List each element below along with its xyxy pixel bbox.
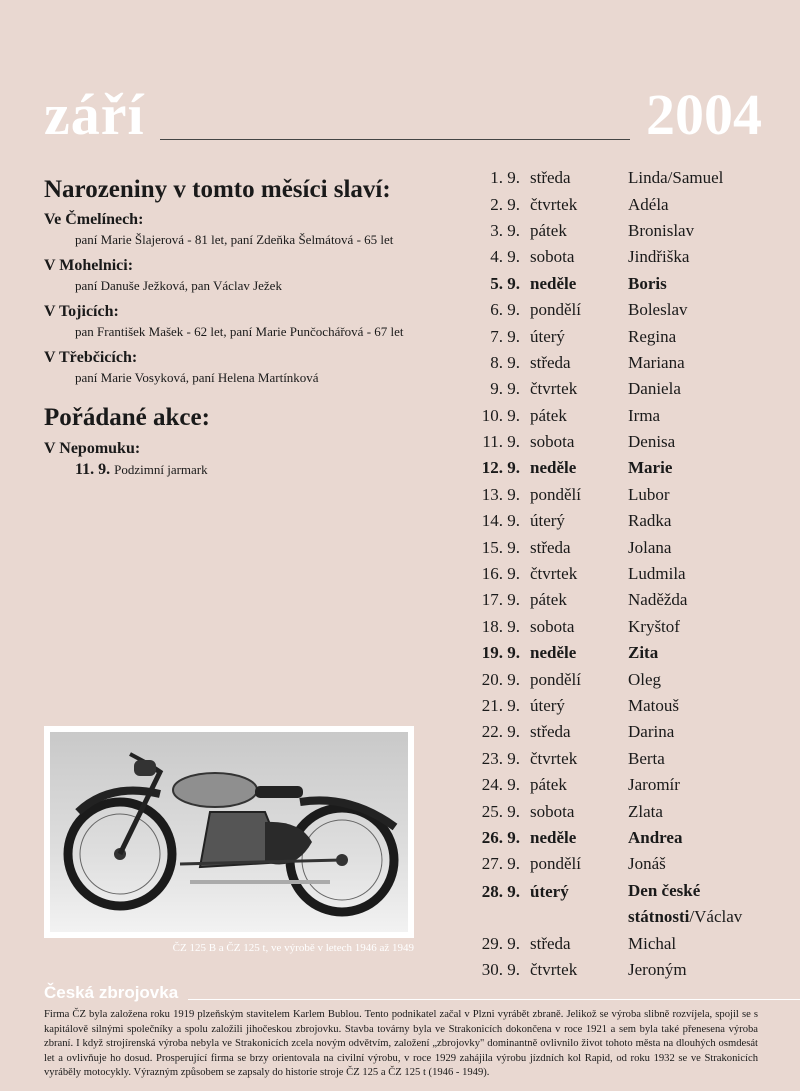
calendar-weekday: středa bbox=[530, 168, 571, 188]
calendar-row bbox=[468, 957, 798, 983]
calendar-row bbox=[468, 825, 798, 851]
calendar-row bbox=[468, 772, 798, 798]
calendar-weekday: úterý bbox=[530, 696, 565, 715]
calendar-name: Bronislav bbox=[628, 220, 695, 240]
calendar-name: Radka bbox=[628, 511, 672, 531]
calendar-date: 5. 9. bbox=[490, 273, 520, 293]
calendar-name bbox=[628, 878, 788, 930]
calendar-weekday: pátek bbox=[530, 775, 567, 795]
calendar-name: Darina bbox=[628, 722, 675, 742]
calendar-weekday: středa bbox=[530, 933, 571, 953]
calendar-row bbox=[468, 403, 798, 429]
calendar-date: 9. 9. bbox=[490, 379, 520, 399]
motorcycle-photo bbox=[44, 726, 414, 938]
calendar-date: 22. 9. bbox=[481, 722, 520, 742]
birthday-people: paní Marie Šlajerová - 81 let, paní Zdeňka Šelmátová - 65 let bbox=[75, 231, 394, 247]
calendar-date: 23. 9. bbox=[481, 748, 520, 768]
calendar-row bbox=[468, 930, 798, 956]
calendar-row bbox=[468, 534, 798, 560]
calendar-name: Jindřiška bbox=[628, 247, 690, 267]
calendar-name: Kryštof bbox=[628, 616, 680, 636]
calendar-name: Matouš bbox=[628, 696, 679, 715]
calendar-name: Zita bbox=[628, 643, 659, 663]
calendar-date: 3. 9. bbox=[490, 220, 520, 240]
calendar-row bbox=[468, 297, 798, 323]
event-item bbox=[75, 459, 454, 481]
calendar-weekday: středa bbox=[530, 537, 571, 557]
calendar-weekday: sobota bbox=[530, 432, 575, 452]
article-rule bbox=[188, 999, 800, 1000]
calendar-date: 6. 9. bbox=[490, 300, 520, 320]
calendar-row bbox=[468, 666, 798, 692]
event-place: V Nepomuku: bbox=[44, 440, 141, 457]
calendar-weekday: středa bbox=[530, 352, 571, 372]
calendar-name: Irma bbox=[628, 405, 661, 425]
calendar-row bbox=[468, 165, 798, 191]
calendar-name: Regina bbox=[628, 326, 677, 346]
calendar-name: Zlata bbox=[628, 801, 663, 821]
event-date: 11. 9. bbox=[75, 461, 111, 478]
calendar-row bbox=[468, 587, 798, 613]
calendar-name: Linda/Samuel bbox=[628, 168, 724, 188]
calendar-weekday: úterý bbox=[530, 326, 565, 346]
calendar-date: 2. 9. bbox=[490, 194, 520, 214]
calendar-name: Jaromír bbox=[628, 775, 680, 795]
calendar-date: 17. 9. bbox=[481, 590, 520, 610]
holiday-name-line1: Den české bbox=[628, 880, 701, 900]
month-title: září bbox=[44, 82, 145, 147]
calendar-row bbox=[468, 482, 798, 508]
calendar-date: 28. 9. bbox=[481, 881, 520, 901]
event-text: Podzimní jarmark bbox=[114, 462, 208, 477]
calendar-weekday: pátek bbox=[530, 405, 567, 425]
calendar-date: 20. 9. bbox=[481, 669, 520, 689]
calendar-weekday: sobota bbox=[530, 616, 575, 636]
calendar-row bbox=[468, 508, 798, 534]
calendar-weekday: sobota bbox=[530, 801, 575, 821]
calendar-name: Denisa bbox=[628, 432, 676, 452]
calendar-row bbox=[468, 693, 798, 719]
calendar-weekday: pondělí bbox=[530, 484, 581, 504]
calendar-date: 7. 9. bbox=[490, 326, 520, 346]
birthday-place: V Tojicích: bbox=[44, 302, 119, 320]
article-title: Česká zbrojovka bbox=[44, 983, 179, 1002]
calendar-date: 26. 9. bbox=[481, 827, 520, 847]
calendar-name: Michal bbox=[628, 933, 677, 953]
calendar-name: Jonáš bbox=[628, 854, 666, 874]
calendar-date: 27. 9. bbox=[481, 854, 520, 874]
calendar-row bbox=[468, 614, 798, 640]
calendar-row bbox=[468, 244, 798, 270]
birthday-place: V Třebčicích: bbox=[44, 348, 138, 366]
calendar-row bbox=[468, 719, 798, 745]
calendar-weekday: neděle bbox=[530, 273, 577, 293]
birthday-people: pan František Mašek - 62 let, paní Marie Punčochářová - 67 let bbox=[75, 323, 404, 339]
calendar-row bbox=[468, 455, 798, 481]
calendar-date: 19. 9. bbox=[481, 643, 520, 663]
calendar-date: 16. 9. bbox=[481, 564, 520, 584]
calendar-row bbox=[468, 640, 798, 666]
calendar-name: Daniela bbox=[628, 379, 681, 399]
calendar-weekday: pátek bbox=[530, 590, 567, 610]
calendar-name: Boleslav bbox=[628, 300, 688, 320]
calendar-row bbox=[468, 746, 798, 772]
calendar-row-holiday bbox=[468, 878, 798, 931]
calendar-weekday: středa bbox=[530, 722, 571, 742]
holiday-suffix: /Václav bbox=[689, 906, 743, 926]
motorcycle-illustration bbox=[50, 732, 408, 932]
calendar-date: 12. 9. bbox=[481, 458, 520, 478]
birthday-people: paní Danuše Ježková, pan Václav Ježek bbox=[75, 277, 282, 293]
left-column bbox=[44, 176, 454, 481]
year-title: 2004 bbox=[646, 82, 762, 147]
calendar-date: 13. 9. bbox=[481, 484, 520, 504]
calendar-date: 25. 9. bbox=[481, 801, 520, 821]
birthday-place: V Mohelnici: bbox=[44, 256, 134, 274]
calendar-weekday: čtvrtek bbox=[530, 748, 578, 768]
calendar-weekday: neděle bbox=[530, 827, 577, 847]
calendar-name: Andrea bbox=[628, 827, 683, 847]
calendar-name: Mariana bbox=[628, 352, 685, 372]
calendar-row bbox=[468, 561, 798, 587]
calendar-weekday: pondělí bbox=[530, 854, 581, 874]
article-text: Firma ČZ byla založena roku 1919 plzeňským stavitelem Karlem Bublou. Tento podnikatel začal v Plzni vyrábět zbraně. Jelikož se výroba slibně rozvíjela, spojil se s kapitálově silnými společníky a spolu založili jihočeskou zbrojovku. Stavba továrny byla ve Strakonicích dokončena v roce 1921 a sem byla také přenesena výroba zbraní. I když strojírenská výroba nebyla ve Strakonicích zcela novým odvětvím, založení „zbrojovky" dominantně ovlivnilo život tohoto města na dlouhých osmdesát let a ovlivňuje ho dosud. Prosperující firma se brzy orientovala na civilní výrobu, v roce 1929 zahájila výrobu jízdních kol Rapid, od roku 1932 se ve Strakonicích vyráběly motocykly. Výrazným způsobem se zapsaly do historie stroje ČZ 125 a ČZ 125 t (1946 - 1949). bbox=[44, 1009, 758, 1078]
calendar-date: 30. 9. bbox=[481, 959, 520, 979]
calendar-date: 14. 9. bbox=[481, 511, 520, 531]
calendar-weekday: neděle bbox=[530, 643, 577, 663]
calendar-date: 29. 9. bbox=[481, 933, 520, 953]
calendar-row bbox=[468, 191, 798, 217]
birthday-people: paní Marie Vosyková, paní Helena Martínková bbox=[75, 369, 319, 385]
calendar-row bbox=[468, 218, 798, 244]
calendar-weekday: neděle bbox=[530, 458, 577, 478]
header-rule bbox=[160, 139, 630, 140]
calendar-date: 1. 9. bbox=[490, 168, 520, 188]
calendar-name: Lubor bbox=[628, 484, 670, 504]
calendar-date: 24. 9. bbox=[481, 775, 520, 795]
calendar-date: 10. 9. bbox=[481, 405, 520, 425]
calendar-name: Jolana bbox=[628, 537, 672, 557]
calendar-row bbox=[468, 350, 798, 376]
calendar-row bbox=[468, 376, 798, 402]
calendar-weekday: čtvrtek bbox=[530, 564, 578, 584]
calendar-weekday: čtvrtek bbox=[530, 194, 578, 214]
calendar-row bbox=[468, 798, 798, 824]
photo-frame bbox=[50, 732, 408, 932]
events-heading: Pořádané akce: bbox=[44, 403, 210, 431]
calendar-date: 4. 9. bbox=[490, 247, 520, 267]
calendar-name: Jeroným bbox=[628, 959, 687, 979]
birthdays-heading: Narozeniny v tomto měsíci slaví: bbox=[44, 176, 391, 203]
calendar-date: 18. 9. bbox=[481, 616, 520, 636]
calendar-weekday: úterý bbox=[530, 881, 569, 901]
calendar-row bbox=[468, 429, 798, 455]
calendar-name: Boris bbox=[628, 273, 667, 293]
calendar-weekday: čtvrtek bbox=[530, 959, 578, 979]
calendar-weekday: sobota bbox=[530, 247, 575, 267]
calendar-name: Marie bbox=[628, 458, 673, 478]
holiday-name-line2: státnosti bbox=[628, 906, 690, 926]
calendar-date: 8. 9. bbox=[490, 352, 520, 372]
calendar-date: 15. 9. bbox=[481, 537, 520, 557]
calendar-name: Oleg bbox=[628, 669, 662, 689]
photo-caption: ČZ 125 B a ČZ 125 t, ve výrobě v letech 1946 až 1949 bbox=[172, 942, 414, 954]
calendar-row bbox=[468, 323, 798, 349]
calendar-date: 21. 9. bbox=[481, 696, 520, 715]
calendar-weekday: čtvrtek bbox=[530, 379, 578, 399]
calendar-name: Berta bbox=[628, 748, 665, 768]
calendar-weekday: pondělí bbox=[530, 300, 581, 320]
birthday-place: Ve Čmelínech: bbox=[44, 210, 144, 228]
calendar-row bbox=[468, 851, 798, 877]
calendar-name: Naděžda bbox=[628, 590, 688, 610]
calendar-name: Ludmila bbox=[628, 564, 686, 584]
calendar-date: 11. 9. bbox=[482, 432, 520, 452]
calendar-row bbox=[468, 271, 798, 297]
calendar-name: Adéla bbox=[628, 194, 669, 214]
calendar-weekday: úterý bbox=[530, 511, 565, 531]
calendar-weekday: pátek bbox=[530, 220, 567, 240]
calendar-weekday: pondělí bbox=[530, 669, 581, 689]
name-day-calendar bbox=[468, 165, 798, 983]
